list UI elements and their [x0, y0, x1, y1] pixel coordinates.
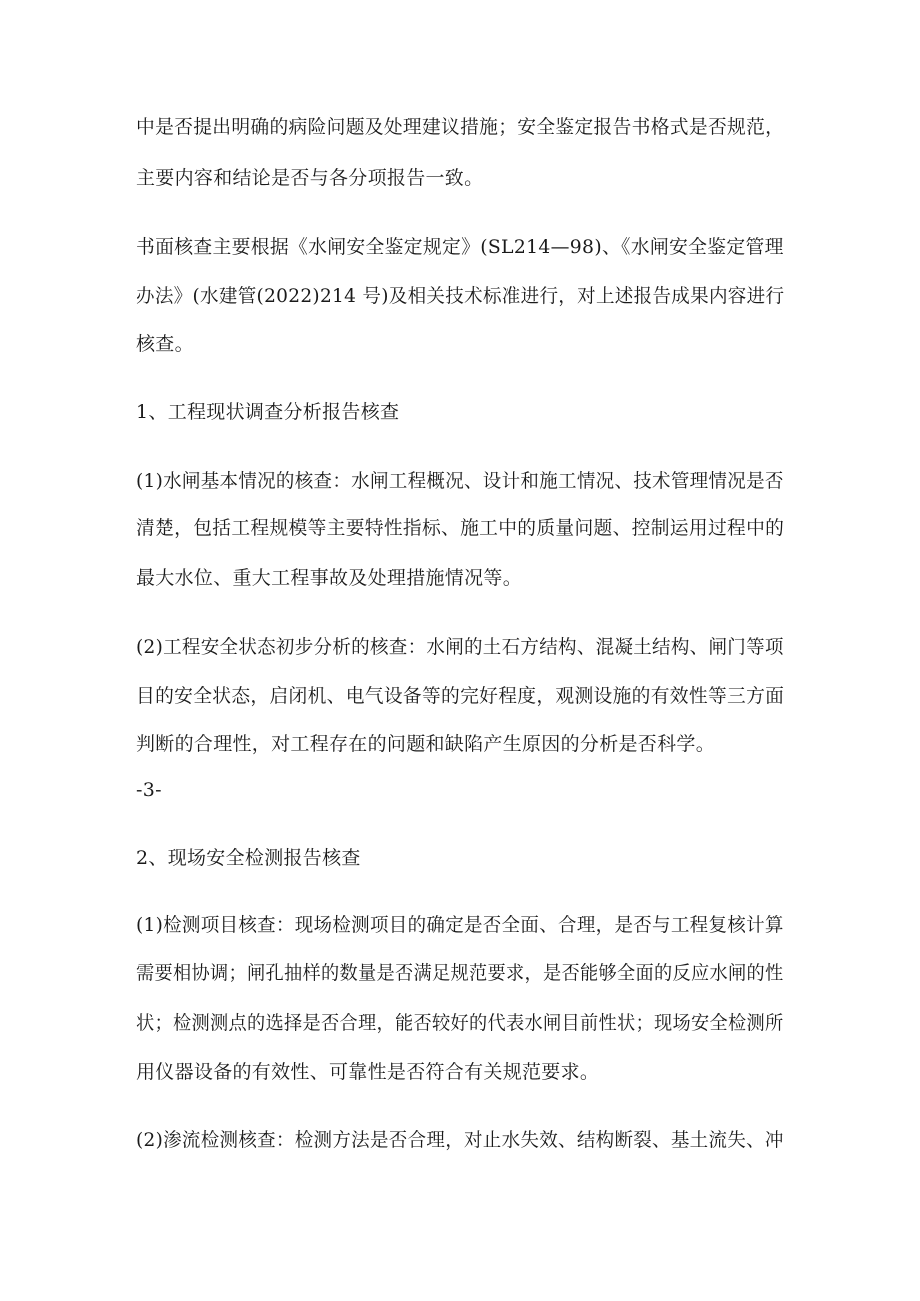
text-line: (1)水闸基本情况的核查：水闸工程概况、设计和施工情况、技术管理情况是否	[136, 470, 784, 492]
text-line: (2)渗流检测核查：检测方法是否合理，对止水失效、结构断裂、基土流失、冲	[136, 1129, 784, 1151]
text-line: 办法》(水建管(2022)214 号)及相关技术标准进行，对上述报告成果内容进行	[136, 285, 785, 307]
text-line: (2)工程安全状态初步分析的核查：水闸的土石方结构、混凝土结构、闸门等项	[136, 636, 784, 658]
text-line: 判断的合理性，对工程存在的问题和缺陷产生原因的分析是否科学。	[136, 733, 716, 755]
text-line: 状；检测测点的选择是否合理，能否较好的代表水闸目前性状；现场安全检测所	[136, 1012, 784, 1034]
text-line: 用仪器设备的有效性、可靠性是否符合有关规范要求。	[136, 1061, 600, 1083]
section-heading: 1、工程现状调查分析报告核查	[136, 401, 400, 423]
section-heading: 2、现场安全检测报告核查	[136, 847, 361, 869]
text-line: 目的安全状态，启闭机、电气设备等的完好程度，观测设施的有效性等三方面	[136, 685, 785, 707]
text-line: (1)检测项目核查：现场检测项目的确定是否全面、合理，是否与工程复核计算	[136, 914, 784, 936]
text-line: 书面核查主要根据《水闸安全鉴定规定》(SL214—98)、《水闸安全鉴定管理	[136, 236, 784, 258]
text-line: 核查。	[136, 333, 194, 355]
page-number: -3-	[136, 779, 162, 801]
text-line: 需要相协调；闸孔抽样的数量是否满足规范要求，是否能够全面的反应水闸的性	[136, 962, 784, 984]
text-line: 中是否提出明确的病险问题及处理建议措施；安全鉴定报告书格式是否规范，	[136, 116, 785, 138]
text-line: 最大水位、重大工程事故及处理措施情况等。	[136, 567, 523, 589]
text-line: 清楚，包括工程规模等主要特性指标、施工中的质量问题、控制运用过程中的	[136, 517, 785, 539]
text-line: 主要内容和结论是否与各分项报告一致。	[136, 167, 484, 189]
